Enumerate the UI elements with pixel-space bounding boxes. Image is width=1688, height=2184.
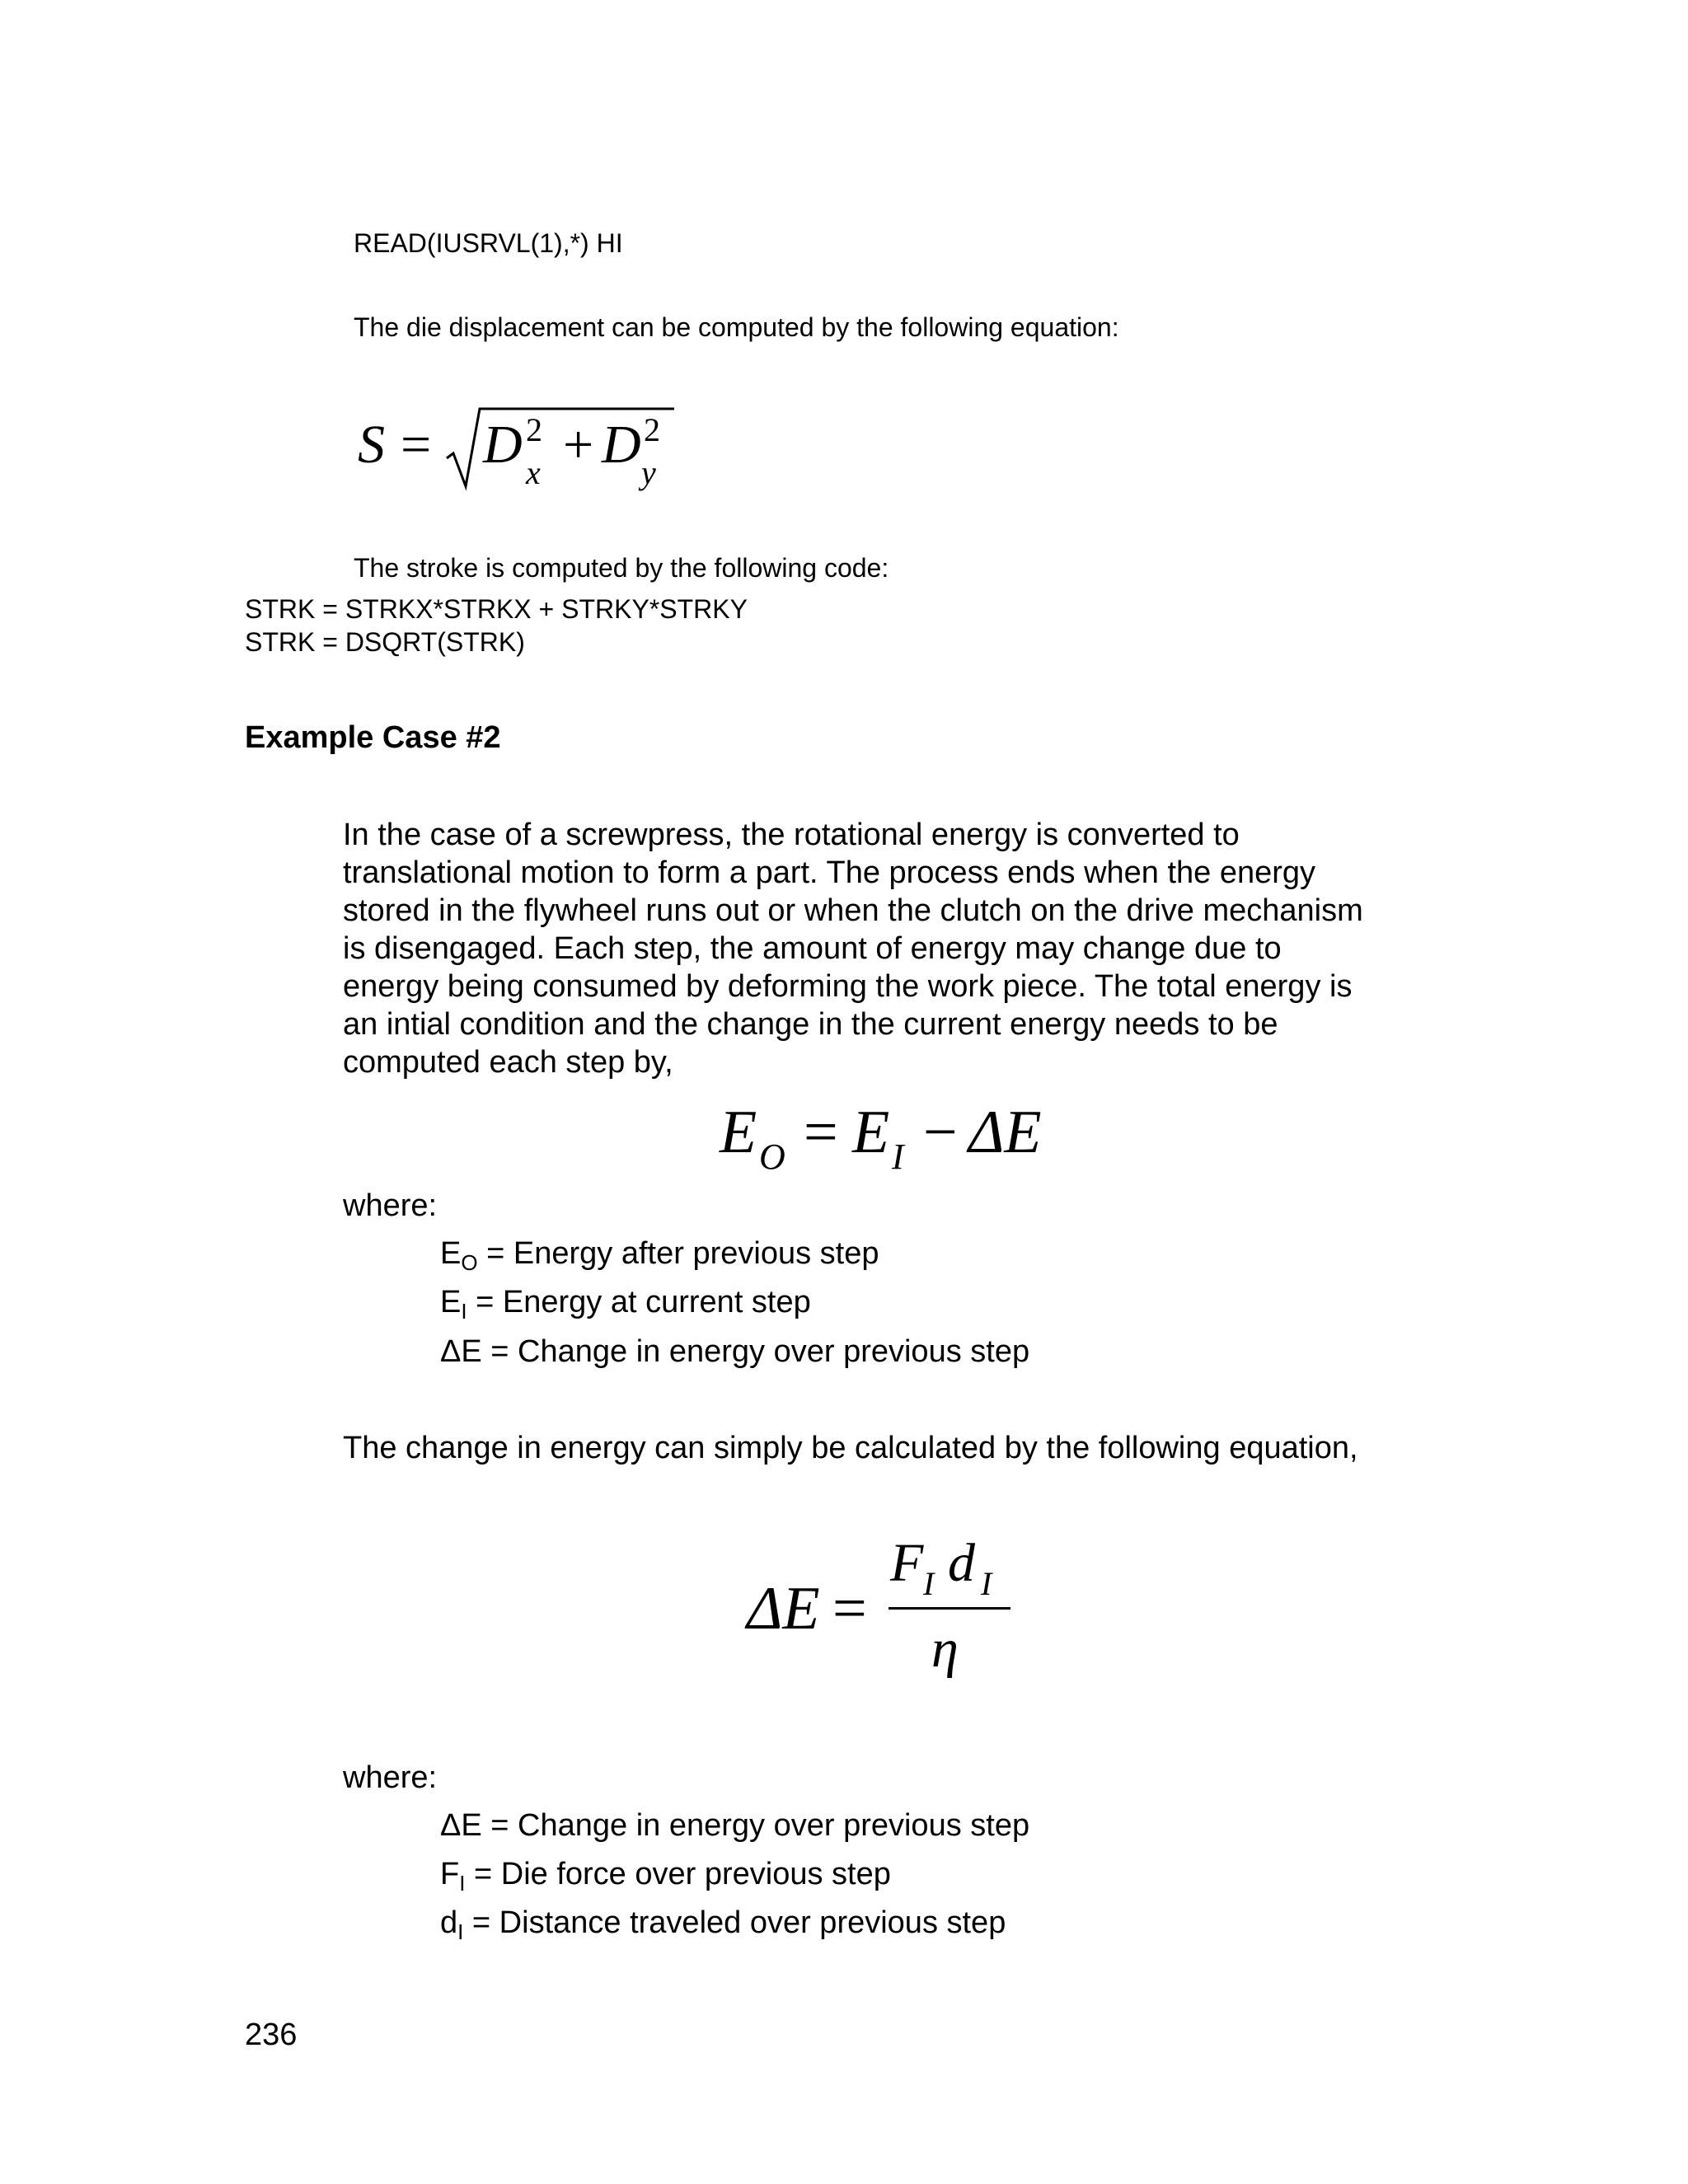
eq1-plus: +	[563, 415, 594, 475]
code-read-line: READ(IUSRVL(1),*) HI	[354, 228, 623, 258]
fraction-bar	[889, 1607, 1010, 1610]
eq1-equals: =	[401, 415, 432, 475]
paragraph-line: stored in the flywheel runs out or when the clutch on the drive mechanism	[343, 893, 1363, 928]
page-number: 236	[245, 2018, 298, 2052]
definition-di: $d_I$ = Distance traveled over previous step	[440, 1905, 1006, 1944]
die-displacement-text: The die displacement can be computed by the following equation:	[354, 312, 1119, 342]
where-label-1: where:	[343, 1188, 438, 1223]
code-line-1: STRK = STRKX*STRKX + STRKY*STRKY	[245, 594, 748, 624]
paragraph-line: In the case of a screwpress, the rotational energy is converted to	[343, 818, 1240, 852]
eq3-d: d	[948, 1533, 975, 1593]
eq3-f: F	[890, 1533, 924, 1593]
eq3-d-sub: I	[981, 1565, 992, 1602]
eq1-dy-sup: 2	[644, 411, 660, 448]
paragraph-line: is disengaged. Each step, the amount of energy may change due to	[343, 931, 1282, 966]
eq2-delta-e: ΔE	[968, 1099, 1042, 1166]
paragraph	[343, 816, 1439, 1081]
definition-delta-e-2: ΔE = Change in energy over previous step	[440, 1808, 1030, 1843]
change-text: The change in energy can simply be calculated by the following equation,	[343, 1431, 1358, 1465]
eq3-equals: =	[832, 1575, 867, 1643]
eq2-ei: E	[852, 1099, 890, 1166]
eq1-dx-sup: 2	[526, 411, 542, 448]
eq1-dx: D	[483, 415, 523, 475]
paragraph-line: translational motion to form a part. The process ends when the energy	[343, 855, 1316, 890]
definition-delta-e: ΔE = Change in energy over previous step	[440, 1334, 1030, 1369]
eq3-delta-e: ΔE	[747, 1575, 820, 1643]
definition-ei: $E_I$ = Energy at current step	[440, 1285, 811, 1324]
stroke-text: The stroke is computed by the following code:	[354, 553, 889, 583]
definition-eo: $E_O$ = Energy after previous step	[440, 1236, 879, 1275]
paragraph-line: energy being consumed by deforming the work piece. The total energy is	[343, 969, 1353, 1004]
code-line-2: STRK = DSQRT(STRK)	[245, 627, 525, 657]
paragraph-line: an intial condition and the change in the current energy needs to be	[343, 1007, 1278, 1042]
eq2-eo: E	[720, 1099, 757, 1166]
eq2-minus: −	[923, 1099, 958, 1166]
eq1-dy: D	[602, 415, 641, 475]
eq1-s: S	[358, 415, 385, 475]
eq2-eo-sub: O	[759, 1137, 785, 1177]
eq3-f-sub: I	[923, 1565, 935, 1602]
eq2-equals: =	[804, 1099, 838, 1166]
eq1-dx-sub: x	[526, 454, 541, 491]
section-heading: Example Case #2	[245, 720, 501, 755]
definition-fi: $F_I$ = Die force over previous step	[440, 1857, 891, 1896]
eq2-ei-sub: I	[892, 1137, 904, 1177]
eq1-dy-sub: y	[641, 454, 656, 491]
eq3-eta: η	[931, 1619, 959, 1679]
paragraph-line: computed each step by,	[343, 1045, 673, 1080]
where-label-2: where:	[343, 1760, 438, 1795]
